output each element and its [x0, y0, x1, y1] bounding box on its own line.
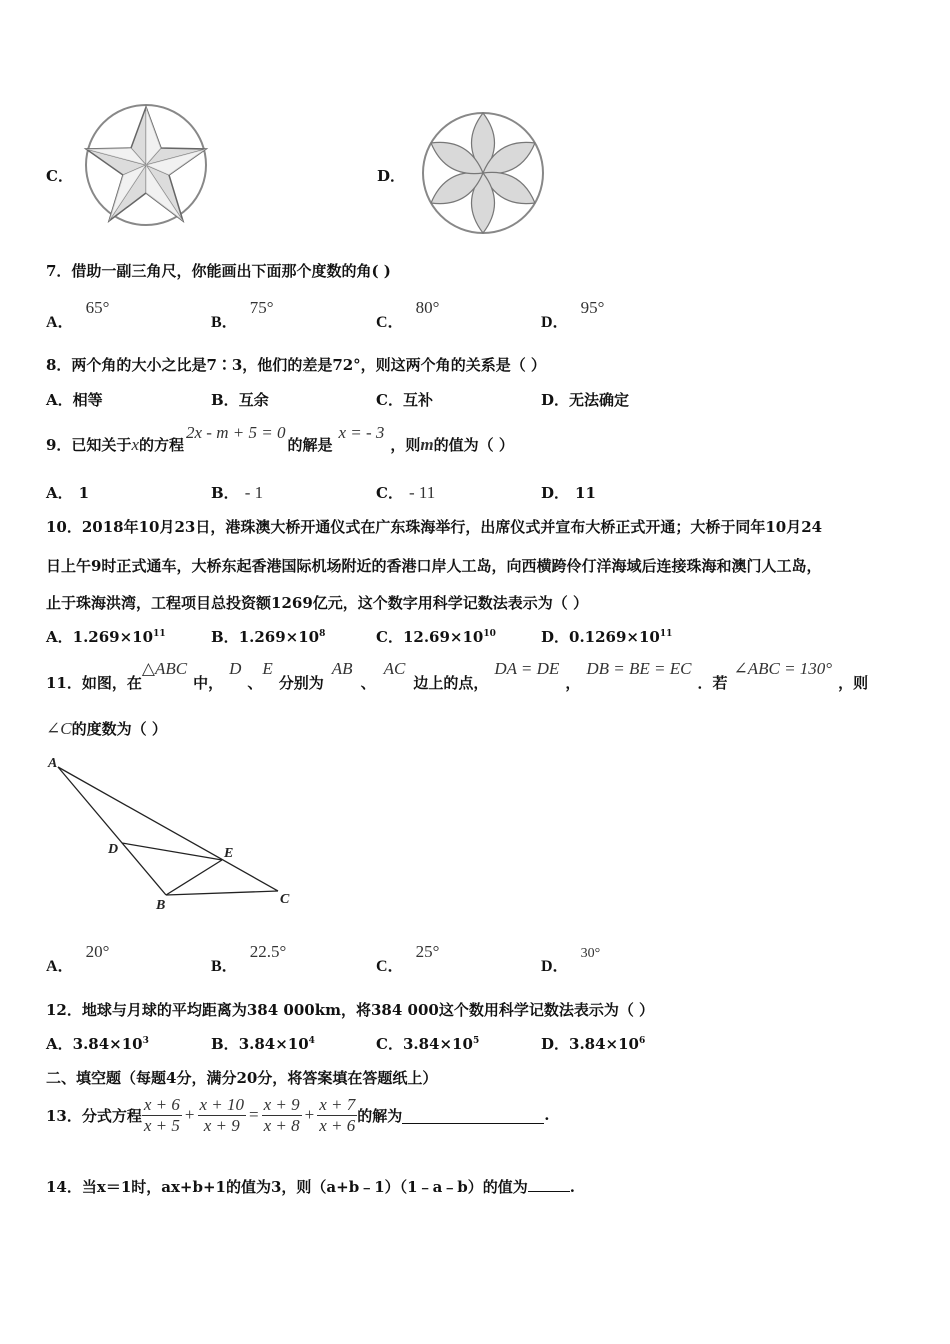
option-base: 3.84×10	[238, 1035, 309, 1053]
q10-line-1: 10．2018年10月23日，港珠澳大桥开通仪式在广东珠海举行，出席仪式并宣布大桥正式开通；大桥于同年10月24	[46, 518, 823, 536]
numerator: x + 7	[319, 1094, 356, 1114]
q11-option-d	[541, 939, 601, 975]
q11-math: E	[262, 659, 273, 678]
option-base: 0.1269×10	[569, 628, 660, 646]
q13-plus-1: +	[184, 1105, 195, 1124]
numerator: x + 10	[199, 1094, 245, 1114]
q12-option-a	[46, 1033, 149, 1054]
numerator: x + 9	[263, 1094, 300, 1114]
option-value: 互余	[238, 391, 269, 409]
q8-option-a	[46, 389, 103, 410]
q6-star-figure	[82, 103, 210, 227]
q9-option-a	[46, 482, 89, 503]
option-label: C．	[376, 958, 404, 975]
q13-stem	[46, 1090, 550, 1140]
q10-line-2: 日上午9时正式通车，大桥东起香港国际机场附近的香港口岸人工岛，向西横跨伶仃洋海域后连接珠海和澳门人工岛，	[46, 557, 822, 575]
q9-option-c	[376, 482, 435, 503]
q11-text: ，则	[838, 674, 869, 692]
q11-stem-line-2	[46, 718, 167, 739]
q11-math: AC	[383, 659, 406, 678]
option-exponent: 8	[319, 629, 326, 639]
vertex-label-e: E	[224, 846, 234, 861]
option-label: A．	[46, 391, 73, 409]
vertex-label-c: C	[280, 892, 290, 907]
option-value: 20°	[85, 942, 110, 961]
q13-answer-blank[interactable]	[402, 1107, 544, 1124]
q13-fraction-4	[317, 1095, 357, 1136]
q12-option-b	[211, 1033, 315, 1054]
q8-option-d	[541, 389, 629, 410]
vertex-label-a: A	[48, 756, 58, 771]
option-base: 1.269×10	[72, 628, 154, 646]
option-label: C．	[376, 484, 403, 502]
option-exponent: 6	[639, 1036, 646, 1046]
q7-stem: 7．借助一副三角尺，你能画出下面那个度数的角( )	[46, 262, 391, 280]
denominator: x + 9	[203, 1115, 240, 1135]
option-value: 22.5°	[249, 942, 287, 961]
q11-text: 的度数为（ ）	[71, 720, 167, 738]
denominator: x + 5	[143, 1115, 180, 1135]
q11-text: ．若	[697, 674, 728, 692]
q10-option-c	[376, 626, 496, 647]
q11-math: D	[229, 659, 242, 678]
option-label: A．	[46, 484, 73, 502]
q11-option-b	[211, 939, 287, 975]
option-value: 65°	[85, 298, 110, 317]
q9-stem	[46, 422, 514, 462]
q11-text: 边上的点，	[413, 674, 489, 692]
option-value: - 1	[244, 483, 264, 502]
q14-answer-blank[interactable]	[528, 1177, 570, 1192]
q11-text: 、	[247, 674, 263, 692]
q7-option-a	[46, 295, 110, 331]
vertex-label-b: B	[156, 898, 166, 913]
option-label: A．	[46, 958, 74, 975]
q11-text: ，	[565, 674, 581, 692]
option-base: 12.69×10	[402, 628, 484, 646]
q9-mid1: 的方程	[139, 436, 185, 454]
q9-solution: x = - 3	[338, 423, 385, 442]
option-exponent: 11	[659, 629, 673, 639]
q9-var-x: x	[131, 435, 139, 454]
q8-option-b	[211, 389, 269, 410]
q9-option-d	[541, 482, 596, 503]
q13-fraction-1	[142, 1095, 182, 1136]
option-label: D．	[541, 484, 570, 502]
option-label: A．	[46, 628, 73, 646]
option-value: 30°	[580, 946, 601, 961]
option-label: A．	[46, 1035, 73, 1053]
option-label: C．	[376, 628, 403, 646]
q11-math: AB	[331, 659, 353, 678]
q13-fraction-2	[198, 1095, 247, 1136]
option-value: 互补	[402, 391, 433, 409]
numerator: x + 6	[143, 1094, 180, 1114]
option-value: 11	[575, 484, 596, 502]
option-value: 95°	[580, 298, 605, 317]
q7-option-b	[211, 295, 274, 331]
q9-mid3: ，则	[390, 436, 421, 454]
q9-option-b	[211, 482, 263, 503]
option-base: 3.84×10	[569, 1035, 639, 1053]
q11-triangle-figure	[44, 753, 304, 913]
option-label: D．	[541, 628, 570, 646]
q13-end: .	[544, 1106, 550, 1124]
q12-option-c	[376, 1033, 479, 1054]
q11-stem-line-1	[46, 658, 869, 692]
option-exponent: 10	[483, 629, 496, 639]
q7-option-c	[376, 295, 440, 331]
option-exponent: 3	[142, 1036, 149, 1046]
q9-prefix: 9．已知关于	[46, 436, 132, 454]
denominator: x + 6	[319, 1115, 356, 1135]
option-label: B．	[211, 1035, 239, 1053]
q10-option-b	[211, 626, 325, 647]
q14-end: .	[569, 1178, 576, 1196]
q11-math: ∠C	[46, 719, 72, 738]
q9-mid2: 的解是	[287, 436, 333, 454]
q6-option-d-label: D．	[377, 167, 406, 185]
option-value: 相等	[72, 391, 103, 409]
option-value: 1	[78, 484, 90, 502]
option-base: 3.84×10	[72, 1035, 143, 1053]
option-value: 75°	[249, 298, 274, 317]
denominator: x + 8	[263, 1115, 300, 1135]
option-base: 1.269×10	[238, 628, 320, 646]
q11-text: 、	[360, 674, 376, 692]
q13-prefix: 13．分式方程	[46, 1106, 142, 1125]
section-2-title: 二、填空题（每题4分，满分20分，将答案填在答题纸上）	[46, 1069, 438, 1087]
q14-stem	[46, 1176, 575, 1197]
option-value: 25°	[415, 942, 440, 961]
q9-equation: 2x - m + 5 = 0	[186, 423, 286, 442]
option-label: B．	[211, 628, 239, 646]
q12-stem: 12．地球与月球的平均距离为384 000km，将384 000这个数用科学记数法表示为（ ）	[46, 1001, 655, 1019]
option-label: C．	[376, 391, 403, 409]
q13-suffix: 的解为	[357, 1106, 403, 1125]
q11-text: 分别为	[278, 674, 324, 692]
q11-math: DA = DE	[494, 659, 560, 678]
q9-var-m: m	[420, 435, 434, 454]
q8-stem: 8．两个角的大小之比是7∶3，他们的差是72°，则这两个角的关系是（ ）	[46, 356, 546, 374]
q11-math: △ABC	[141, 659, 188, 678]
option-exponent: 5	[472, 1036, 480, 1046]
q11-text: 11．如图，在	[46, 674, 142, 692]
option-base: 3.84×10	[402, 1035, 473, 1053]
option-label: B．	[211, 484, 239, 502]
option-value: - 11	[408, 483, 436, 502]
option-label: C．	[376, 314, 404, 331]
q13-plus-2: +	[304, 1105, 315, 1124]
option-label: C．	[376, 1035, 403, 1053]
q14-text: 14．当x＝1时，ax+b+1的值为3，则（a+b﹣1）（1﹣a﹣b）的值为	[46, 1178, 528, 1196]
q6-flower-figure	[420, 110, 546, 236]
option-label: B．	[211, 314, 238, 331]
q10-option-a	[46, 626, 166, 647]
option-exponent: 4	[308, 1036, 315, 1046]
option-label: B．	[211, 391, 239, 409]
option-exponent: 11	[153, 629, 166, 639]
q6-option-c-label: C．	[46, 167, 73, 185]
q11-math: ∠ABC = 130°	[733, 659, 833, 678]
q10-line-3: 止于珠海洪湾，工程项目总投资额1269亿元，这个数字用科学记数法表示为（ ）	[46, 594, 588, 612]
option-label: D．	[541, 391, 570, 409]
q11-math: DB = BE = EC	[586, 659, 692, 678]
vertex-label-d: D	[108, 842, 119, 857]
q13-fraction-3	[262, 1095, 302, 1136]
q13-equals: =	[249, 1105, 259, 1124]
option-value: 无法确定	[569, 391, 630, 409]
q11-option-a	[46, 939, 110, 975]
q12-option-d	[541, 1033, 645, 1054]
q9-suffix: 的值为（ ）	[433, 436, 514, 454]
q11-option-c	[376, 939, 440, 975]
option-label: A．	[46, 314, 74, 331]
option-label: D．	[541, 314, 569, 331]
option-value: 80°	[415, 298, 440, 317]
option-label: D．	[541, 1035, 570, 1053]
option-label: D．	[541, 958, 569, 975]
q11-text: 中，	[193, 674, 224, 692]
option-label: B．	[211, 958, 238, 975]
q7-option-d	[541, 295, 605, 331]
q8-option-c	[376, 389, 433, 410]
q10-option-d	[541, 626, 672, 647]
